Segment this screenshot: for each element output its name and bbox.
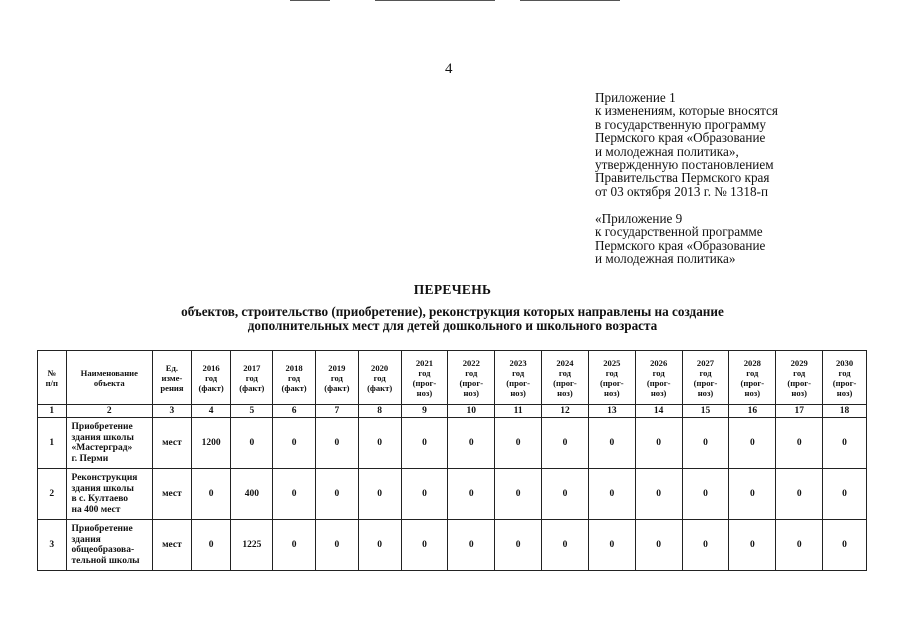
- appendix-line: Приложение 1: [595, 90, 676, 105]
- value-cell: 0: [823, 520, 867, 571]
- row-number-cell: 1: [38, 418, 67, 469]
- value-cell: 0: [635, 520, 682, 571]
- value-cell: 0: [358, 469, 401, 520]
- appendix-line: утвержденную постановлением: [595, 157, 774, 173]
- column-header: 2016 год (факт): [191, 351, 231, 405]
- objects-table: [37, 350, 867, 571]
- value-cell: 0: [729, 469, 776, 520]
- column-header: 2026 год (прог- ноз): [635, 351, 682, 405]
- value-cell: 0: [191, 469, 231, 520]
- value-cell: 0: [358, 418, 401, 469]
- column-number-cell: 10: [448, 405, 495, 418]
- value-cell: 0: [495, 520, 542, 571]
- scan-line-1: [290, 0, 330, 1]
- value-cell: 0: [776, 520, 823, 571]
- value-cell: 0: [823, 469, 867, 520]
- column-number-cell: 5: [231, 405, 273, 418]
- column-header: 2029 год (прог- ноз): [776, 351, 823, 405]
- header-row: [38, 351, 867, 405]
- row-number-cell: 2: [38, 469, 67, 520]
- column-number-cell: 8: [358, 405, 401, 418]
- page-number: 4: [445, 61, 453, 77]
- column-header: Наименование объекта: [66, 351, 153, 405]
- column-number-cell: 13: [588, 405, 635, 418]
- value-cell: 0: [635, 469, 682, 520]
- value-cell: 0: [495, 469, 542, 520]
- column-number-cell: 6: [273, 405, 316, 418]
- column-number-cell: 4: [191, 405, 231, 418]
- value-cell: 0: [542, 469, 589, 520]
- value-cell: 0: [776, 469, 823, 520]
- value-cell: 0: [588, 520, 635, 571]
- value-cell: 0: [448, 469, 495, 520]
- column-number-cell: 1: [38, 405, 67, 418]
- column-number-cell: 17: [776, 405, 823, 418]
- column-number-cell: 11: [495, 405, 542, 418]
- table-row: [38, 418, 867, 469]
- column-number-cell: 3: [153, 405, 192, 418]
- column-header: 2024 год (прог- ноз): [542, 351, 589, 405]
- subtitle-line: дополнительных мест для детей дошкольного и школьного возраста: [247, 317, 658, 333]
- value-cell: 0: [635, 418, 682, 469]
- column-header: Ед. изме- рения: [153, 351, 192, 405]
- value-cell: 0: [776, 418, 823, 469]
- appendix-line: «Приложение 9: [595, 211, 683, 226]
- column-header: 2028 год (прог- ноз): [729, 351, 776, 405]
- value-cell: 0: [273, 520, 316, 571]
- value-cell: 0: [315, 469, 358, 520]
- column-number-cell: 18: [823, 405, 867, 418]
- value-cell: 0: [729, 418, 776, 469]
- value-cell: 1200: [191, 418, 231, 469]
- unit-cell: мест: [153, 469, 192, 520]
- table-row: [38, 469, 867, 520]
- value-cell: 0: [542, 418, 589, 469]
- value-cell: 0: [682, 520, 729, 571]
- value-cell: 0: [448, 418, 495, 469]
- column-header: 2021 год (прог- ноз): [401, 351, 448, 405]
- column-header: 2018 год (факт): [273, 351, 316, 405]
- column-header: 2019 год (факт): [315, 351, 358, 405]
- column-number-cell: 14: [635, 405, 682, 418]
- column-number-cell: 9: [401, 405, 448, 418]
- column-header: 2020 год (факт): [358, 351, 401, 405]
- object-name-cell: Реконструкция здания школы в с. Култаево на 400 мест: [66, 469, 153, 520]
- appendix-line: к изменениям, которые вносятся: [595, 103, 778, 119]
- value-cell: 0: [588, 469, 635, 520]
- value-cell: 0: [729, 520, 776, 571]
- column-header: 2025 год (прог- ноз): [588, 351, 635, 405]
- value-cell: 0: [191, 520, 231, 571]
- appendix-line: от 03 октября 2013 г. № 1318-п: [595, 183, 769, 199]
- column-number-cell: 12: [542, 405, 589, 418]
- unit-cell: мест: [153, 418, 192, 469]
- value-cell: 0: [823, 418, 867, 469]
- value-cell: 0: [682, 418, 729, 469]
- object-name-cell: Приобретение здания школы «Мастерград» г. Перми: [66, 418, 153, 469]
- appendix-line: к государственной программе: [595, 224, 763, 240]
- column-header: 2030 год (прог- ноз): [823, 351, 867, 405]
- document-subtitle: [0, 305, 905, 332]
- column-number-row: [38, 405, 867, 418]
- value-cell: 0: [401, 469, 448, 520]
- column-number-cell: 2: [66, 405, 153, 418]
- value-cell: 0: [448, 520, 495, 571]
- value-cell: 1225: [231, 520, 273, 571]
- value-cell: 0: [542, 520, 589, 571]
- table-row: [38, 520, 867, 571]
- row-number-cell: 3: [38, 520, 67, 571]
- value-cell: 0: [401, 520, 448, 571]
- appendix-line: Пермского края «Образование: [595, 130, 766, 146]
- column-header: 2022 год (прог- ноз): [448, 351, 495, 405]
- appendix-1-block: [595, 91, 895, 198]
- appendix-line: и молодежная политика»,: [595, 143, 739, 159]
- value-cell: 0: [588, 418, 635, 469]
- appendix-line: в государственную программу: [595, 116, 766, 132]
- scan-line-2: [375, 0, 495, 1]
- appendix-line: и молодежная политика»: [595, 251, 736, 267]
- value-cell: 0: [231, 418, 273, 469]
- scan-line-3: [520, 0, 620, 1]
- value-cell: 0: [315, 418, 358, 469]
- value-cell: 400: [231, 469, 273, 520]
- column-number-cell: 15: [682, 405, 729, 418]
- column-header: 2023 год (прог- ноз): [495, 351, 542, 405]
- value-cell: 0: [273, 469, 316, 520]
- value-cell: 0: [273, 418, 316, 469]
- value-cell: 0: [401, 418, 448, 469]
- subtitle-line: объектов, строительство (приобретение), реконструкция которых направлены на создание: [181, 304, 724, 319]
- value-cell: 0: [358, 520, 401, 571]
- column-number-cell: 16: [729, 405, 776, 418]
- appendix-line: Правительства Пермского края: [595, 170, 770, 186]
- column-number-cell: 7: [315, 405, 358, 418]
- object-name-cell: Приобретение здания общеобразова- тельной школы: [66, 520, 153, 571]
- value-cell: 0: [315, 520, 358, 571]
- column-header: № п/п: [38, 351, 67, 405]
- unit-cell: мест: [153, 520, 192, 571]
- appendix-line: Пермского края «Образование: [595, 237, 766, 253]
- value-cell: 0: [495, 418, 542, 469]
- value-cell: 0: [682, 469, 729, 520]
- document-title: ПЕРЕЧЕНЬ: [413, 282, 492, 297]
- column-header: 2027 год (прог- ноз): [682, 351, 729, 405]
- column-header: 2017 год (факт): [231, 351, 273, 405]
- appendix-9-block: [595, 212, 895, 266]
